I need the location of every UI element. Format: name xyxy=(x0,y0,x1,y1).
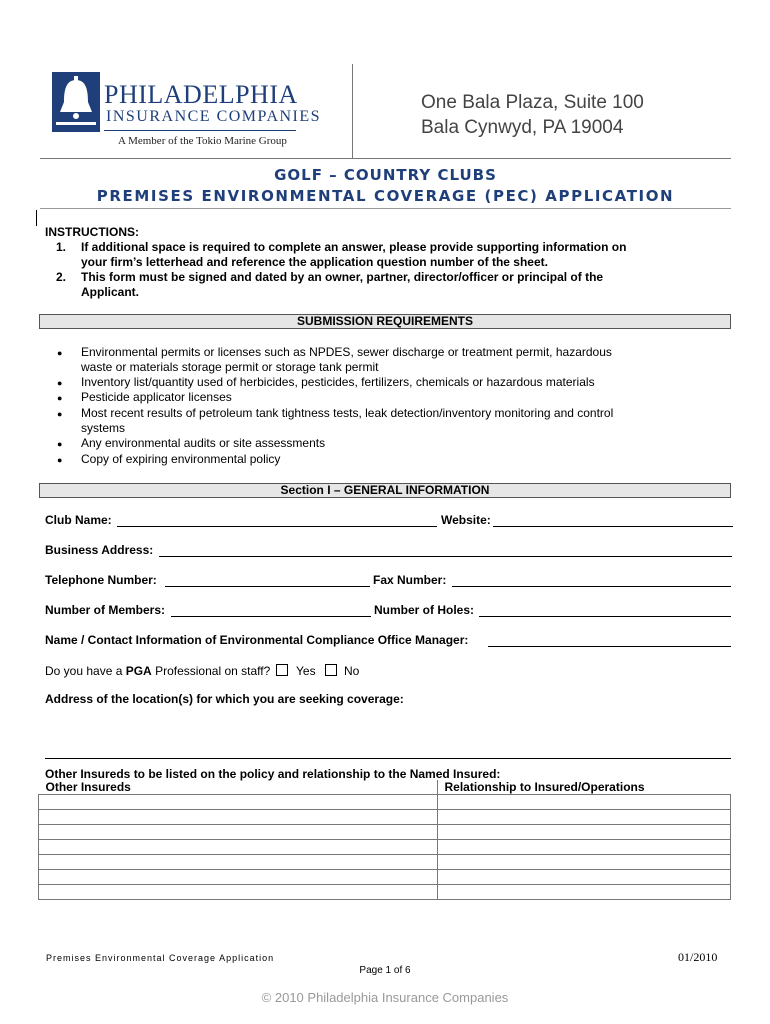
other-insured-cell[interactable] xyxy=(39,810,438,825)
pga-yes-checkbox[interactable] xyxy=(276,664,288,676)
website-label: Website: xyxy=(441,513,491,527)
table-header-row xyxy=(39,780,731,795)
title-divider xyxy=(40,208,731,209)
relationship-cell[interactable] xyxy=(437,870,731,885)
section-1-header: Section I – GENERAL INFORMATION xyxy=(39,483,731,498)
column-header-relationship: Relationship to Insured/Operations xyxy=(437,780,731,795)
column-header-other-insureds: Other Insureds xyxy=(39,780,438,795)
table-row xyxy=(39,870,731,885)
instruction-number-2: 2. xyxy=(56,270,67,284)
requirement-item: ● Pesticide applicator licenses xyxy=(57,390,232,404)
club-name-label: Club Name: xyxy=(45,513,112,527)
table-row xyxy=(39,810,731,825)
business-address-label: Business Address: xyxy=(45,543,154,557)
pga-question: Do you have a PGA Professional on staff? xyxy=(45,664,271,678)
locations-label: Address of the location(s) for which you are seeking coverage: xyxy=(45,692,404,706)
holes-field[interactable] xyxy=(479,616,731,617)
bullet-icon: ● xyxy=(57,348,63,358)
requirement-item: ● Inventory list/quantity used of herbicides, pesticides, fertilizers, chemicals or hazardous materials xyxy=(57,375,595,389)
other-insured-cell[interactable] xyxy=(39,885,438,900)
bullet-icon: ● xyxy=(57,378,63,388)
instruction-2-line-2: Applicant. xyxy=(81,285,140,299)
table-row xyxy=(39,840,731,855)
bullet-icon: ● xyxy=(57,439,63,449)
members-field[interactable] xyxy=(171,616,371,617)
requirement-item-continued: waste or materials storage permit or storage tank permit xyxy=(81,360,379,374)
instructions-heading: INSTRUCTIONS: xyxy=(45,225,139,239)
other-insured-cell[interactable] xyxy=(39,840,438,855)
env-manager-label: Name / Contact Information of Environmental Compliance Office Manager: xyxy=(45,633,469,647)
brand-divider xyxy=(104,130,296,131)
pga-no-label: No xyxy=(344,664,360,678)
table-row xyxy=(39,885,731,900)
bullet-icon: ● xyxy=(57,393,63,403)
header-divider xyxy=(40,158,731,159)
instruction-1-line-2: your firm’s letterhead and reference the application question number of the sheet. xyxy=(81,255,548,269)
requirement-item: ● Most recent results of petroleum tank tightness tests, leak detection/inventory monitoring and control xyxy=(57,406,614,420)
instruction-number-1: 1. xyxy=(56,240,67,254)
holes-label: Number of Holes: xyxy=(374,603,475,617)
brand-subname: INSURANCE COMPANIES xyxy=(106,108,322,125)
table-row xyxy=(39,855,731,870)
fax-field[interactable] xyxy=(452,586,731,587)
telephone-label: Telephone Number: xyxy=(45,573,157,587)
requirement-item: ● Copy of expiring environmental policy xyxy=(57,452,281,466)
liberty-bell-icon xyxy=(52,72,100,132)
relationship-cell[interactable] xyxy=(437,840,731,855)
other-insureds-heading: Other Insureds to be listed on the policy and relationship to the Named Insured: xyxy=(45,767,501,781)
env-manager-field[interactable] xyxy=(488,646,731,647)
footer-form-name: Premises Environmental Coverage Application xyxy=(46,953,275,963)
requirement-item-continued: systems xyxy=(81,421,126,435)
form-title: GOLF – COUNTRY CLUBS xyxy=(274,166,497,184)
relationship-cell[interactable] xyxy=(437,825,731,840)
instruction-2-line-1: This form must be signed and dated by an owner, partner, director/officer or principal of the xyxy=(81,270,604,284)
address-line-1: One Bala Plaza, Suite 100 xyxy=(421,92,644,113)
relationship-cell[interactable] xyxy=(437,855,731,870)
other-insureds-table xyxy=(38,780,731,900)
page-number: Page 1 of 6 xyxy=(359,965,411,976)
members-label: Number of Members: xyxy=(45,603,166,617)
business-address-field[interactable] xyxy=(159,556,732,557)
fax-label: Fax Number: xyxy=(373,573,447,587)
table-row xyxy=(39,795,731,810)
relationship-cell[interactable] xyxy=(437,795,731,810)
company-logo xyxy=(52,72,100,132)
other-insured-cell[interactable] xyxy=(39,795,438,810)
relationship-cell[interactable] xyxy=(437,810,731,825)
form-subtitle: PREMISES ENVIRONMENTAL COVERAGE (PEC) APPLICATION xyxy=(96,187,675,205)
pga-no-checkbox[interactable] xyxy=(325,664,337,676)
text-cursor xyxy=(36,210,37,226)
relationship-cell[interactable] xyxy=(437,885,731,900)
address-line-2: Bala Cynwyd, PA 19004 xyxy=(421,117,624,138)
brand-name: PHILADELPHIA xyxy=(104,80,298,109)
club-name-field[interactable] xyxy=(117,526,437,527)
other-insured-cell[interactable] xyxy=(39,855,438,870)
bullet-icon: ● xyxy=(57,455,63,465)
pga-yes-label: Yes xyxy=(296,664,316,678)
other-insured-cell[interactable] xyxy=(39,825,438,840)
requirement-item: ● Any environmental audits or site assessments xyxy=(57,436,326,450)
footer-date: 01/2010 xyxy=(678,950,718,964)
table-row xyxy=(39,825,731,840)
telephone-field[interactable] xyxy=(165,586,370,587)
requirement-item: ● Environmental permits or licenses such as NPDES, sewer discharge or treatment permit, hazardous xyxy=(57,345,612,359)
header-vertical-divider xyxy=(352,64,353,158)
copyright: © 2010 Philadelphia Insurance Companies xyxy=(261,990,509,1005)
website-field[interactable] xyxy=(493,526,733,527)
instruction-1-line-1: If additional space is required to complete an answer, please provide supporting information on xyxy=(81,240,627,254)
brand-tagline: A Member of the Tokio Marine Group xyxy=(118,135,287,147)
locations-field[interactable] xyxy=(45,758,731,759)
submission-requirements-header: SUBMISSION REQUIREMENTS xyxy=(39,314,731,329)
bullet-icon: ● xyxy=(57,409,63,419)
other-insured-cell[interactable] xyxy=(39,870,438,885)
